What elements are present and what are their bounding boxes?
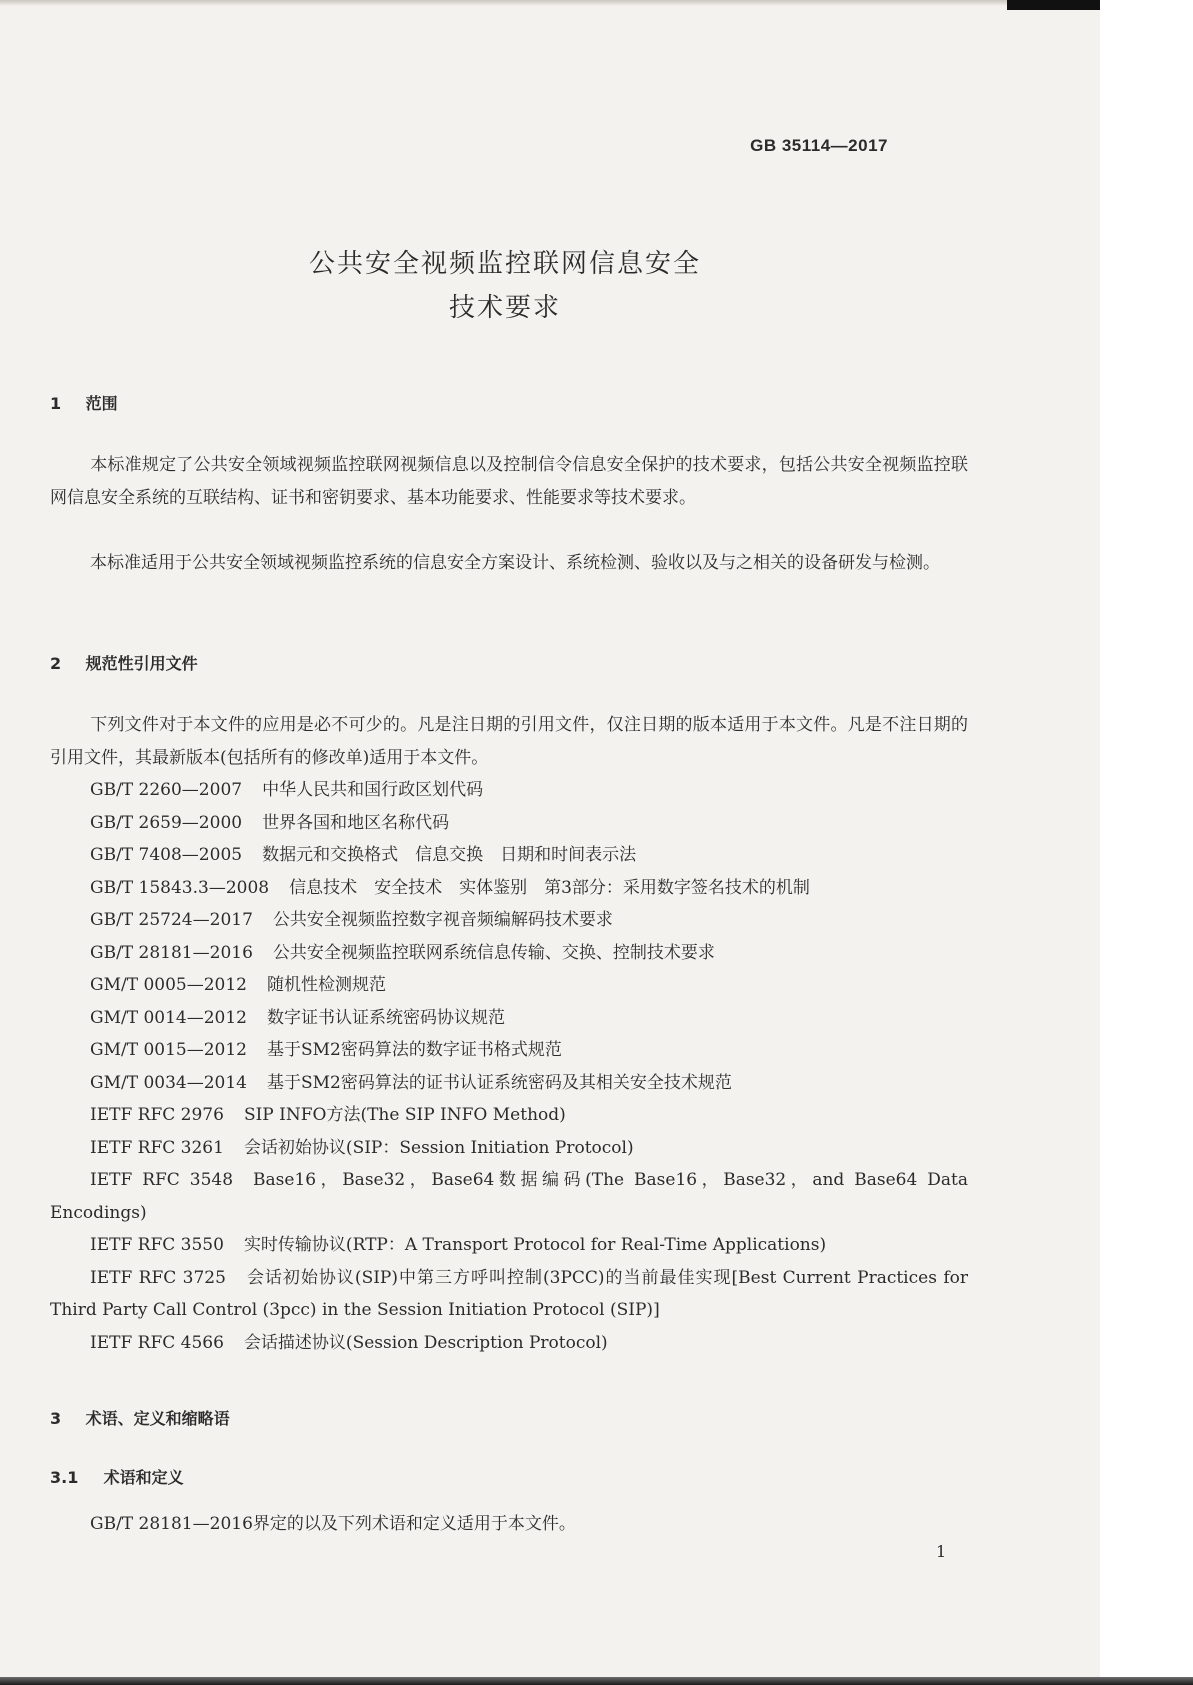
- section-number: 1: [50, 394, 62, 413]
- document-title: [0, 242, 1010, 330]
- reference-item: IETF RFC 3548 Base16，Base32，Base64数据编码(The Base16，Base32，and Base64 Data Encodings): [50, 1170, 968, 1223]
- section-title: 范围: [85, 394, 118, 413]
- reference-item: GM/T 0015—2012 基于SM2密码算法的数字证书格式规范: [90, 1040, 562, 1060]
- reference-item: GB/T 7408—2005 数据元和交换格式 信息交换 日期和时间表示法: [90, 845, 637, 865]
- section-3-heading: [50, 1406, 230, 1429]
- terms-paragraph: GB/T 28181—2016界定的以及下列术语和定义适用于本文件。: [90, 1514, 576, 1534]
- reference-item: IETF RFC 2976 SIP INFO方法(The SIP INFO Method): [90, 1105, 566, 1125]
- title-line-1: 公共安全视频监控联网信息安全: [308, 249, 701, 279]
- section-title: 术语、定义和缩略语: [85, 1409, 230, 1428]
- section-1-heading: [50, 391, 118, 414]
- normative-intro: 下列文件对于本文件的应用是必不可少的。凡是注日期的引用文件，仅注日期的版本适用于本文件。凡是不注日期的引用文件，其最新版本(包括所有的修改单)适用于本文件。: [50, 715, 968, 768]
- title-line-2: 技术要求: [448, 293, 561, 323]
- reference-list: [50, 774, 968, 1359]
- scan-top-edge: [0, 0, 1100, 6]
- reference-item: GM/T 0005—2012 随机性检测规范: [90, 975, 386, 995]
- reference-item: GB/T 2260—2007 中华人民共和国行政区划代码: [90, 780, 484, 800]
- section-2-heading: [50, 651, 198, 674]
- scan-corner-mark: [1007, 0, 1100, 10]
- reference-item: GB/T 25724—2017 公共安全视频监控数字视音频编解码技术要求: [90, 910, 613, 930]
- reference-item: GB/T 15843.3—2008 信息技术 安全技术 实体鉴别 第3部分：采用数字签名技术的机制: [90, 877, 810, 898]
- section-number: 3.1: [50, 1468, 79, 1487]
- reference-item: IETF RFC 3550 实时传输协议(RTP：A Transport Protocol for Real-Time Applications): [90, 1235, 827, 1255]
- scan-bottom-edge: [0, 1677, 1193, 1685]
- section-number: 3: [50, 1409, 62, 1428]
- reference-item: IETF RFC 4566 会话描述协议(Session Description Protocol): [90, 1332, 608, 1353]
- reference-item: IETF RFC 3261 会话初始协议(SIP：Session Initiation Protocol): [90, 1137, 634, 1158]
- section-title: 规范性引用文件: [85, 654, 198, 673]
- scope-paragraph-2: 本标准适用于公共安全领域视频监控系统的信息安全方案设计、系统检测、验收以及与之相关的设备研发与检测。: [90, 553, 940, 573]
- section-number: 2: [50, 654, 62, 673]
- reference-item: GM/T 0034—2014 基于SM2密码算法的证书认证系统密码及其相关安全技术规范: [90, 1072, 732, 1093]
- scope-paragraph-1: 本标准规定了公共安全领域视频监控联网视频信息以及控制信令信息安全保护的技术要求，包括公共安全视频监控联网信息安全系统的互联结构、证书和密钥要求、基本功能要求、性能要求等技术要求。: [50, 455, 968, 508]
- reference-item: GB/T 28181—2016 公共安全视频监控联网系统信息传输、交换、控制技术要求: [90, 942, 715, 963]
- section-3-1-heading: [50, 1465, 184, 1488]
- reference-item: IETF RFC 3725 会话初始协议(SIP)中第三方呼叫控制(3PCC)的当前最佳实现[Best Current Practices for Third Party Call Control (3pcc) in the Session Initiation Protocol (SIP)]: [50, 1267, 968, 1320]
- section-title: 术语和定义: [103, 1468, 184, 1487]
- standard-number: GB 35114—2017: [750, 136, 888, 155]
- page-number: 1: [936, 1542, 947, 1561]
- reference-item: GB/T 2659—2000 世界各国和地区名称代码: [90, 812, 450, 833]
- reference-item: GM/T 0014—2012 数字证书认证系统密码协议规范: [90, 1007, 505, 1028]
